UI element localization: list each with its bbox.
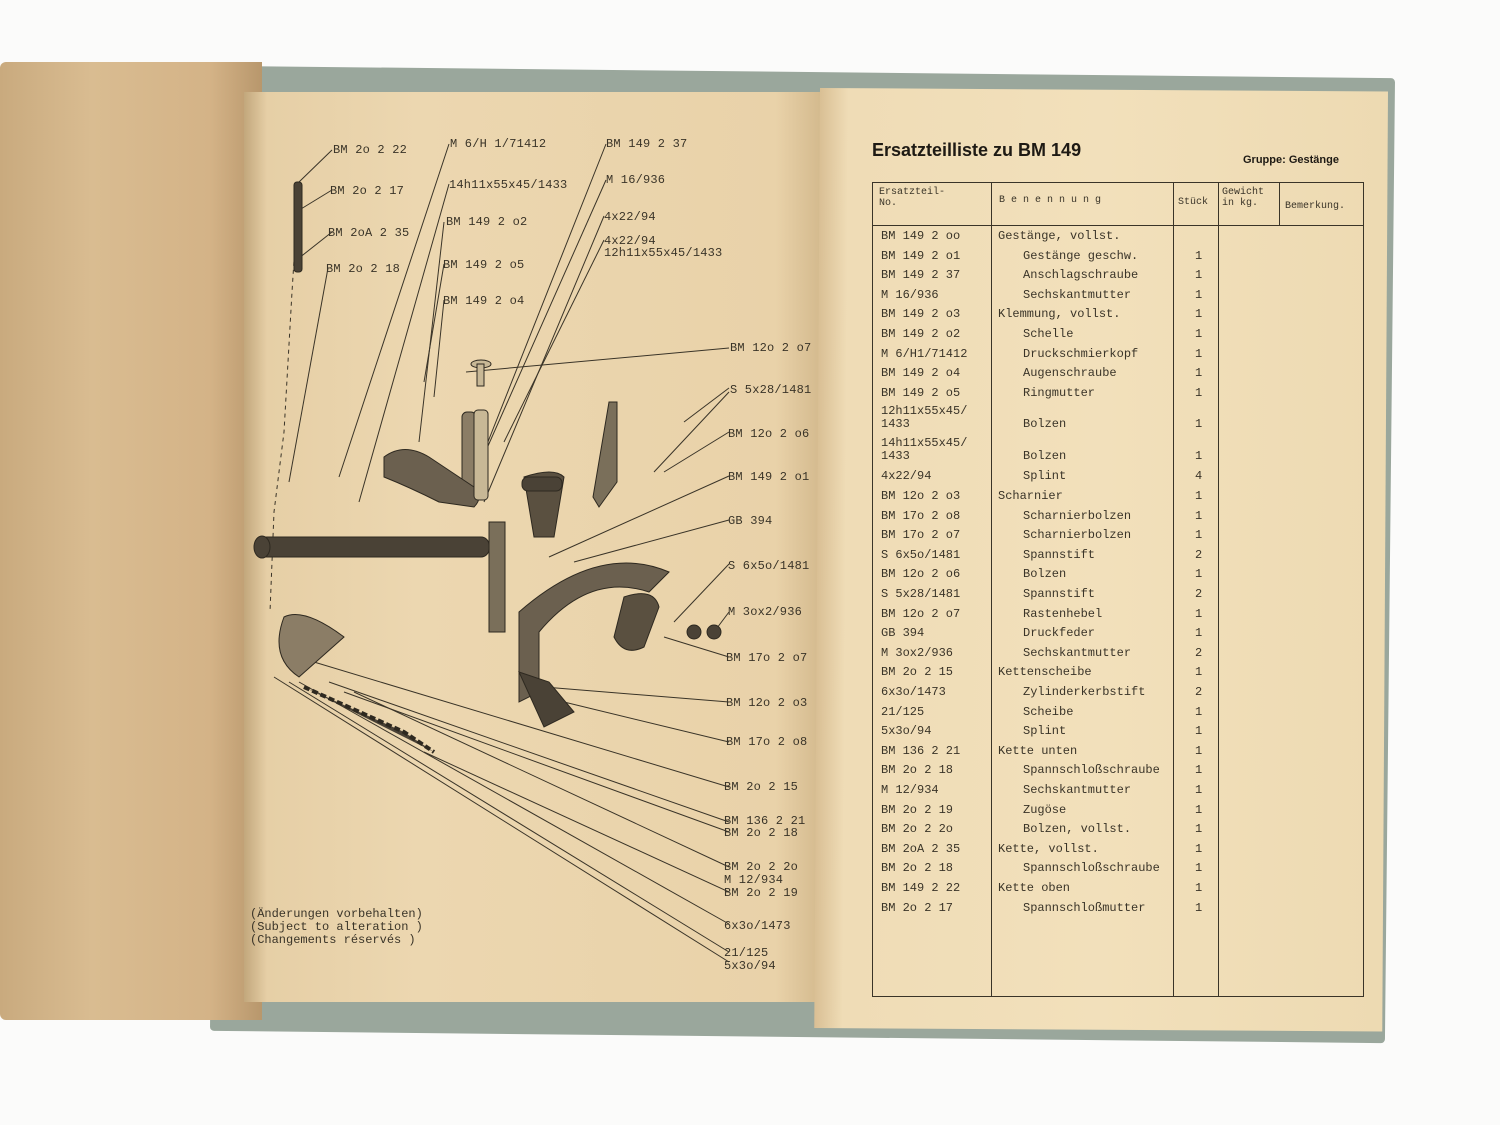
part-name: Kettenscheibe — [998, 665, 1092, 680]
notice-line: (Subject to alteration ) — [250, 920, 423, 934]
table-header — [873, 183, 1363, 226]
part-number: BM 12o 2 o7 — [881, 606, 961, 621]
part-name: Spannschloßschraube — [1023, 861, 1160, 876]
part-number: BM 2o 2 18 — [881, 861, 954, 876]
part-quantity: 1 — [1195, 449, 1203, 464]
table-row — [873, 327, 1363, 346]
part-name: Scheibe — [1023, 704, 1074, 719]
part-quantity: 1 — [1195, 783, 1203, 797]
callout-label: BM 149 2 o1 — [728, 470, 810, 484]
part-name: Sechskantmutter — [1023, 783, 1132, 797]
part-number: BM 149 2 o2 — [881, 327, 961, 341]
callout-label: 4x22/94 — [604, 234, 656, 248]
part-number: BM 2o 2 17 — [881, 900, 954, 915]
callout-label: BM 149 2 o5 — [443, 258, 525, 272]
part-name: Sechskantmutter — [1023, 287, 1132, 302]
part-quantity: 1 — [1195, 626, 1203, 641]
part-name: Klemmung, vollst. — [998, 307, 1121, 322]
part-number: BM 2o 2 15 — [881, 665, 954, 680]
part-number: BM 149 2 o1 — [881, 248, 961, 263]
part-name: Kette, vollst. — [998, 841, 1099, 856]
part-number: 12h11x55x45/ 1433 — [881, 404, 968, 432]
callout-label: BM 2o 2 17 — [330, 184, 405, 198]
part-number: GB 394 — [881, 626, 925, 641]
notice-line: (Änderungen vorbehalten) — [250, 907, 423, 921]
part-quantity: 1 — [1195, 704, 1203, 719]
part-quantity: 1 — [1195, 665, 1203, 680]
part-quantity: 1 — [1195, 346, 1203, 361]
table-row — [873, 665, 1363, 684]
part-quantity: 1 — [1195, 567, 1203, 582]
part-quantity: 1 — [1195, 743, 1203, 758]
part-quantity: 1 — [1195, 287, 1203, 302]
callout-label: M 6/H 1/71412 — [450, 137, 547, 151]
table-row — [873, 404, 1363, 432]
part-number: 6x3o/1473 — [881, 685, 946, 699]
table-row — [873, 783, 1363, 802]
part-quantity: 1 — [1195, 528, 1203, 543]
part-quantity: 1 — [1195, 841, 1203, 856]
header-qty: Stück — [1178, 197, 1209, 208]
table-row — [873, 386, 1363, 405]
table-row — [873, 288, 1363, 307]
callout-label: BM 2o 2 19 — [724, 886, 799, 900]
part-name: Anschlagschraube — [1023, 268, 1139, 283]
part-number: 5x3o/94 — [881, 724, 932, 739]
table-row — [873, 626, 1363, 645]
part-name: Kette oben — [998, 881, 1071, 895]
header-weight-line: in kg. — [1222, 198, 1259, 209]
part-name: Zylinderkerbstift — [1023, 685, 1146, 699]
table-row — [873, 509, 1363, 528]
table-row — [873, 307, 1363, 326]
table-row — [873, 607, 1363, 626]
table-row — [873, 842, 1363, 861]
part-number: BM 17o 2 o7 — [881, 528, 961, 543]
table-row — [873, 705, 1363, 724]
part-name: Druckfeder — [1023, 626, 1096, 641]
part-number: BM 149 2 o5 — [881, 385, 961, 400]
part-quantity: 1 — [1195, 861, 1203, 876]
callout-label: BM 149 2 37 — [606, 137, 688, 151]
part-name: Spannschloßmutter — [1023, 900, 1146, 915]
alteration-notice — [250, 908, 423, 947]
table-row — [873, 822, 1363, 841]
part-number: 4x22/94 — [881, 469, 932, 484]
part-name: Scharnierbolzen — [1023, 508, 1132, 523]
table-row — [873, 587, 1363, 606]
part-number: BM 2o 2 18 — [881, 763, 954, 778]
part-name: Gestänge geschw. — [1023, 248, 1139, 263]
header-name: B e n e n n u n g — [999, 195, 1102, 206]
notice-line: (Changements réservés ) — [250, 933, 416, 947]
table-row — [873, 347, 1363, 366]
part-quantity: 1 — [1195, 248, 1203, 263]
callout-label: S 6x5o/1481 — [728, 559, 810, 573]
callout-label: M 16/936 — [606, 173, 666, 187]
part-name: Bolzen — [1023, 567, 1067, 582]
part-name: Spannschloßschraube — [1023, 763, 1160, 778]
table-row — [873, 881, 1363, 900]
part-quantity: 1 — [1195, 385, 1203, 400]
table-row — [873, 489, 1363, 508]
callout-label: BM 12o 2 o3 — [726, 696, 808, 710]
callout-label: BM 2o 2 18 — [724, 826, 799, 840]
callout-label: 5x3o/94 — [724, 959, 776, 973]
header-part-no-line: Ersatzteil- — [879, 187, 946, 198]
part-name: Spannstift — [1023, 547, 1096, 562]
part-number: BM 149 2 22 — [881, 881, 961, 895]
part-quantity: 1 — [1195, 900, 1203, 915]
part-number: BM 149 2 37 — [881, 268, 961, 283]
part-number: BM 17o 2 o8 — [881, 508, 961, 523]
callout-label: BM 136 2 21 — [724, 814, 806, 828]
callout-label: M 12/934 — [724, 873, 784, 887]
part-name: Zugöse — [1023, 802, 1067, 817]
part-name: Splint — [1023, 469, 1067, 484]
part-quantity: 1 — [1195, 366, 1203, 381]
callout-label: BM 149 2 o4 — [443, 294, 525, 308]
callout-label: 12h11x55x45/1433 — [604, 246, 723, 260]
table-row — [873, 249, 1363, 268]
part-name: Bolzen — [1023, 449, 1067, 464]
page-title: Ersatzteilliste zu BM 149 — [872, 140, 1082, 160]
group-label: Gruppe: Gestänge — [1243, 154, 1339, 166]
callout-label: S 5x28/1481 — [730, 383, 812, 397]
part-number: BM 2o 2 2o — [881, 822, 954, 837]
part-quantity: 1 — [1195, 881, 1203, 895]
part-name: Spannstift — [1023, 587, 1096, 601]
table-row — [873, 229, 1363, 248]
column-divider — [1279, 183, 1280, 225]
table-row — [873, 567, 1363, 586]
table-row — [873, 685, 1363, 704]
header-part-no — [879, 187, 945, 209]
part-quantity: 1 — [1195, 508, 1203, 523]
part-number: BM 12o 2 o3 — [881, 489, 961, 503]
callout-label: BM 17o 2 o8 — [726, 735, 808, 749]
table-row — [873, 861, 1363, 880]
part-quantity: 2 — [1195, 645, 1203, 660]
table-row — [873, 268, 1363, 287]
callout-label: M 3ox2/936 — [728, 605, 803, 619]
part-number: M 6/H1/71412 — [881, 346, 968, 361]
part-name: Gestänge, vollst. — [998, 229, 1121, 243]
part-number: 21/125 — [881, 704, 925, 719]
part-quantity: 1 — [1195, 489, 1203, 503]
table-row — [873, 724, 1363, 743]
header-remark: Bemerkung. — [1285, 201, 1346, 212]
part-number: M 12/934 — [881, 783, 939, 797]
part-quantity: 1 — [1195, 802, 1203, 817]
part-name: Kette unten — [998, 743, 1078, 758]
callout-label: BM 17o 2 o7 — [726, 651, 808, 665]
table-row — [873, 901, 1363, 920]
part-quantity: 1 — [1195, 327, 1203, 341]
part-number: BM 12o 2 o6 — [881, 567, 961, 582]
callout-label: BM 2o 2 2o — [724, 860, 799, 874]
part-quantity: 1 — [1195, 724, 1203, 739]
table-row — [873, 469, 1363, 488]
header-weight — [1222, 187, 1264, 209]
header-part-no-line: No. — [879, 198, 898, 209]
part-number: BM 149 2 o3 — [881, 307, 961, 322]
part-number: BM 136 2 21 — [881, 743, 961, 758]
table-row — [873, 436, 1363, 464]
part-number: S 5x28/1481 — [881, 587, 961, 601]
part-name: Rastenhebel — [1023, 606, 1103, 621]
callout-label: BM 2o 2 22 — [333, 143, 408, 157]
part-number: M 16/936 — [881, 287, 939, 302]
part-name: Druckschmierkopf — [1023, 346, 1139, 361]
part-number: BM 149 2 o4 — [881, 366, 961, 381]
part-quantity: 1 — [1195, 268, 1203, 283]
callout-label: 14h11x55x45/1433 — [449, 178, 568, 192]
part-name: Bolzen, vollst. — [1023, 822, 1132, 837]
part-name: Schelle — [1023, 327, 1074, 341]
table-row — [873, 646, 1363, 665]
part-name: Sechskantmutter — [1023, 645, 1132, 660]
callout-label: GB 394 — [728, 514, 773, 528]
previous-page — [0, 62, 262, 1020]
part-name: Bolzen — [1023, 417, 1067, 432]
part-name: Splint — [1023, 724, 1067, 739]
part-quantity: 2 — [1195, 685, 1203, 699]
table-row — [873, 803, 1363, 822]
callout-label: BM 2oA 2 35 — [328, 226, 410, 240]
part-quantity: 4 — [1195, 469, 1203, 484]
callout-label: 4x22/94 — [604, 210, 656, 224]
table-row — [873, 548, 1363, 567]
part-name: Ringmutter — [1023, 385, 1096, 400]
callout-label: 6x3o/1473 — [724, 919, 791, 933]
table-row — [873, 744, 1363, 763]
table-row — [873, 528, 1363, 547]
callout-label: BM 2o 2 18 — [326, 262, 401, 276]
callout-label: BM 12o 2 o6 — [728, 427, 810, 441]
parts-table — [872, 182, 1364, 997]
part-quantity: 1 — [1195, 822, 1203, 837]
part-quantity: 1 — [1195, 606, 1203, 621]
part-number: BM 149 2 oo — [881, 229, 961, 243]
part-name: Scharnier — [998, 489, 1063, 503]
part-quantity: 1 — [1195, 417, 1203, 432]
part-name: Augenschraube — [1023, 366, 1117, 381]
part-number: BM 2o 2 19 — [881, 802, 954, 817]
part-quantity: 1 — [1195, 763, 1203, 778]
part-number: 14h11x55x45/ 1433 — [881, 436, 968, 464]
callout-label: BM 2o 2 15 — [724, 780, 799, 794]
table-row — [873, 366, 1363, 385]
header-weight-line: Gewicht — [1222, 187, 1265, 198]
callout-label: BM 12o 2 o7 — [730, 341, 812, 355]
part-quantity: 1 — [1195, 307, 1203, 322]
part-quantity: 2 — [1195, 587, 1203, 601]
part-number: BM 2oA 2 35 — [881, 841, 961, 856]
part-quantity: 2 — [1195, 547, 1203, 562]
part-name: Scharnierbolzen — [1023, 528, 1132, 543]
callout-label: BM 149 2 o2 — [446, 215, 528, 229]
part-number: M 3ox2/936 — [881, 645, 954, 660]
table-row — [873, 763, 1363, 782]
part-number: S 6x5o/1481 — [881, 547, 961, 562]
callout-label: 21/125 — [724, 946, 769, 960]
